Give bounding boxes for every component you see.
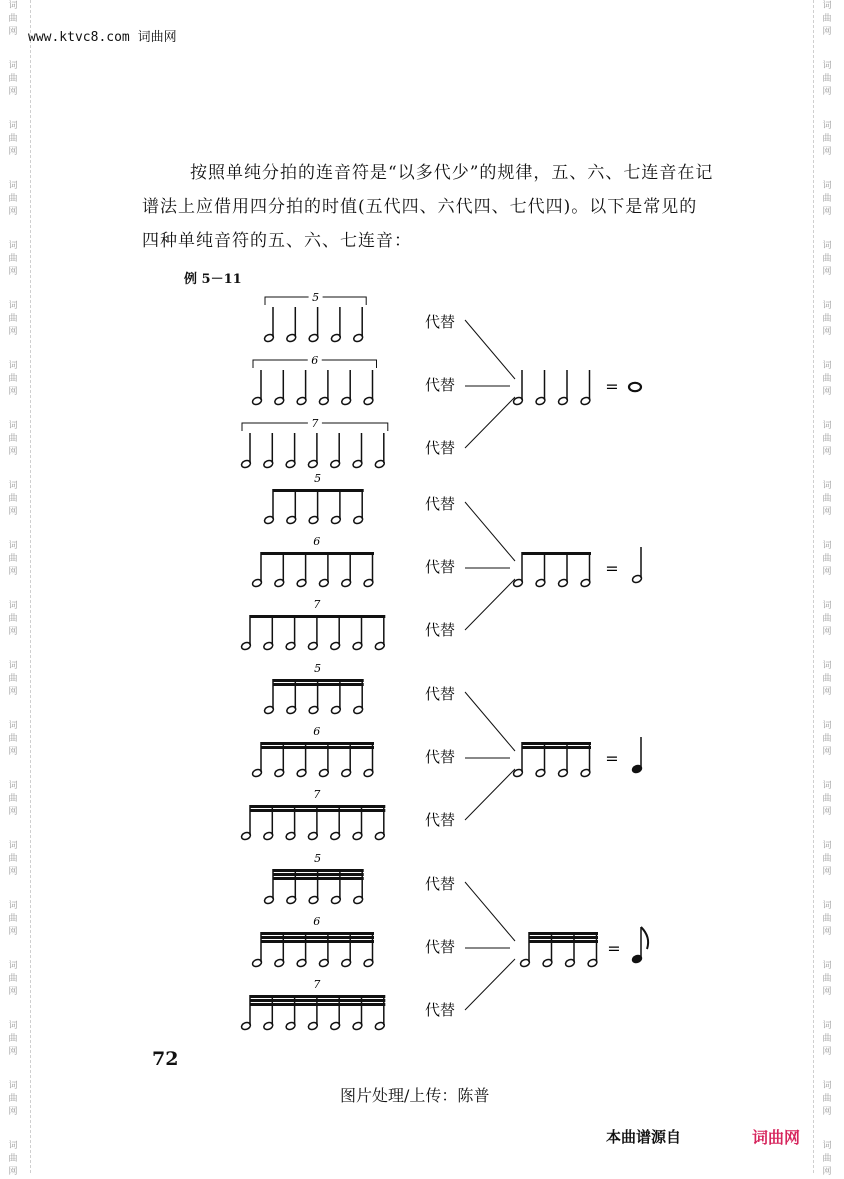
note-beam — [522, 742, 591, 745]
equals-sign: = — [605, 749, 619, 768]
replace-label: 代替 — [425, 621, 456, 639]
note-beam — [261, 932, 374, 935]
watermark-mark: 词 曲 网 — [822, 721, 832, 757]
watermark-mark: 词 曲 网 — [8, 1021, 18, 1057]
watermark-mark: 词 曲 网 — [8, 61, 18, 97]
note-beam — [273, 679, 364, 682]
target-whole-note — [629, 383, 641, 391]
note-beam — [273, 873, 364, 876]
replace-label: 代替 — [425, 875, 456, 893]
replace-label: 代替 — [425, 495, 456, 513]
site-header[interactable]: www.ktvc8.com 词曲网 — [28, 30, 177, 45]
watermark-mark: 词 曲 网 — [822, 541, 832, 577]
note-beam — [250, 995, 385, 998]
tuplet-number: 7 — [313, 978, 321, 991]
note-beam — [250, 809, 385, 812]
connector-line — [465, 769, 515, 820]
note-beam — [273, 877, 364, 880]
note-beam — [261, 742, 374, 745]
replace-label: 代替 — [425, 439, 456, 457]
replace-label: 代替 — [425, 558, 456, 576]
replace-label: 代替 — [425, 1001, 456, 1019]
tuplet-number: 6 — [313, 915, 321, 928]
note-beam — [261, 940, 374, 943]
watermark-mark: 词 曲 网 — [8, 241, 18, 277]
tuplet-number: 7 — [311, 417, 319, 430]
tuplet-number: 6 — [313, 725, 321, 738]
source-label: 本曲谱源自 — [606, 1128, 682, 1146]
replace-label: 代替 — [425, 376, 456, 394]
watermark-mark: 词 曲 网 — [822, 661, 832, 697]
watermark-mark: 词 曲 网 — [8, 1, 18, 37]
replace-label: 代替 — [425, 938, 456, 956]
watermark-mark: 词 曲 网 — [8, 721, 18, 757]
note-beam — [250, 999, 385, 1002]
watermark-mark: 词 曲 网 — [822, 1141, 832, 1177]
watermark-mark: 词 曲 网 — [8, 601, 18, 637]
note-beam — [261, 746, 374, 749]
watermark-mark: 词 曲 网 — [8, 961, 18, 997]
equals-sign: = — [605, 377, 619, 396]
watermark-mark: 词 曲 网 — [822, 1081, 832, 1117]
watermark-mark: 词 曲 网 — [8, 541, 18, 577]
watermark-mark: 词 曲 网 — [822, 421, 832, 457]
watermark-mark: 词 曲 网 — [822, 481, 832, 517]
watermark-mark: 词 曲 网 — [822, 61, 832, 97]
watermark-mark: 词 曲 网 — [822, 241, 832, 277]
watermark-mark: 词 曲 网 — [8, 1081, 18, 1117]
watermark-mark: 词 曲 网 — [8, 181, 18, 217]
paragraph-line: 四种单纯音符的五、六、七连音： — [142, 231, 412, 251]
watermark-mark: 词 曲 网 — [822, 601, 832, 637]
note-flag — [641, 927, 648, 949]
example-label: 例 5－11 — [184, 272, 242, 287]
source-site-link[interactable]: 词曲网 — [752, 1128, 801, 1147]
note-beam — [250, 1003, 385, 1006]
watermark-mark: 词 曲 网 — [822, 1021, 832, 1057]
tuplet-number: 5 — [312, 291, 320, 304]
equals-sign: = — [605, 559, 619, 578]
equals-sign: = — [607, 939, 621, 958]
watermark-mark: 词 曲 网 — [822, 301, 832, 337]
watermark-mark: 词 曲 网 — [8, 421, 18, 457]
connector-line — [465, 692, 515, 751]
connector-line — [465, 579, 515, 630]
note-beam — [250, 615, 385, 618]
connector-line — [465, 320, 515, 379]
tuplet-number: 6 — [311, 354, 319, 367]
connector-line — [465, 882, 515, 941]
connector-line — [465, 397, 515, 448]
upload-credit: 图片处理/上传：陈普 — [340, 1086, 490, 1105]
paragraph-line: 谱法上应借用四分拍的时值(五代四、六代四、七代四)。以下是常见的 — [142, 197, 698, 217]
watermark-mark: 词 曲 网 — [8, 781, 18, 817]
note-beam — [522, 746, 591, 749]
watermark-mark: 词 曲 网 — [8, 661, 18, 697]
tuplet-number: 6 — [313, 535, 321, 548]
connector-line — [465, 959, 515, 1010]
tuplet-number: 7 — [313, 788, 321, 801]
note-beam — [529, 936, 598, 939]
note-beam — [522, 552, 591, 555]
paragraph-line: 按照单纯分拍的连音符是“以多代少”的规律，五、六、七连音在记 — [190, 163, 714, 183]
watermark-mark: 词 曲 网 — [8, 481, 18, 517]
watermark-mark: 词 曲 网 — [822, 781, 832, 817]
watermark-mark: 词 曲 网 — [822, 841, 832, 877]
replace-label: 代替 — [425, 685, 456, 703]
tuplet-number: 5 — [314, 852, 322, 865]
note-beam — [273, 683, 364, 686]
watermark-mark: 词 曲 网 — [822, 1, 832, 37]
watermark-mark: 词 曲 网 — [8, 901, 18, 937]
note-beam — [261, 936, 374, 939]
tuplet-number: 7 — [313, 598, 321, 611]
watermark-mark: 词 曲 网 — [8, 1141, 18, 1177]
watermark-mark: 词 曲 网 — [8, 841, 18, 877]
watermark-mark: 词 曲 网 — [8, 121, 18, 157]
tuplet-number: 5 — [314, 662, 322, 675]
watermark-mark: 词 曲 网 — [822, 961, 832, 997]
replace-label: 代替 — [425, 748, 456, 766]
note-beam — [529, 932, 598, 935]
watermark-mark: 词 曲 网 — [8, 301, 18, 337]
watermark-mark: 词 曲 网 — [822, 181, 832, 217]
note-beam — [529, 940, 598, 943]
note-beam — [273, 489, 364, 492]
watermark-mark: 词 曲 网 — [8, 361, 18, 397]
replace-label: 代替 — [425, 313, 456, 331]
note-beam — [261, 552, 374, 555]
tuplet-number: 5 — [314, 472, 322, 485]
watermark-mark: 词 曲 网 — [822, 121, 832, 157]
page-number: 72 — [152, 1048, 179, 1070]
connector-line — [465, 502, 515, 561]
replace-label: 代替 — [425, 811, 456, 829]
note-beam — [273, 869, 364, 872]
watermark-mark: 词 曲 网 — [822, 361, 832, 397]
note-beam — [250, 805, 385, 808]
watermark-mark: 词 曲 网 — [822, 901, 832, 937]
